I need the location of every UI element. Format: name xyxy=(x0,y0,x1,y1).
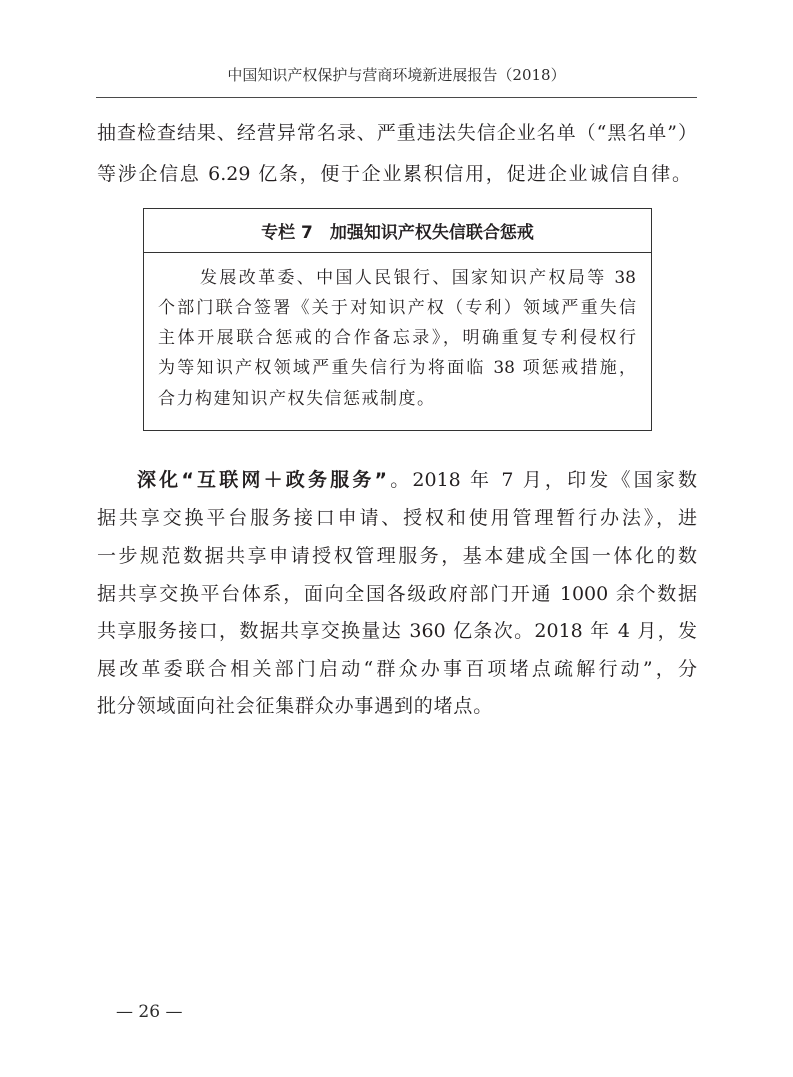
text-line: 批分领域面向社会征集群众办事遇到的堵点。 xyxy=(97,695,494,717)
text-line: 据共享交换平台体系，面向全国各级政府部门开通 1000 余个数据 xyxy=(97,583,697,605)
text-line: 展改革委联合相关部门启动“群众办事百项堵点疏解行动”，分 xyxy=(97,658,697,680)
header-rule xyxy=(96,97,697,98)
column-box-line: 为等知识产权领域严重失信行为将面临 38 项惩戒措施， xyxy=(158,358,636,378)
column-box-line: 发展改革委、中国人民银行、国家知识产权局等 38 xyxy=(200,268,636,288)
column-box-line: 合力构建知识产权失信惩戒制度。 xyxy=(158,389,436,409)
column-box-line: 主体开展联合惩戒的合作备忘录》，明确重复专利侵权行 xyxy=(158,328,636,348)
text-line: 等涉企信息 6.29 亿条，便于企业累积信用，促进企业诚信自律。 xyxy=(97,163,691,185)
text-line xyxy=(137,468,697,492)
text-run: 。2018 年 7 月，印发《国家数 xyxy=(387,469,698,491)
page-number: — 26 — xyxy=(116,1002,183,1022)
column-box-line: 个部门联合签署《关于对知识产权（专利）领域严重失信 xyxy=(158,298,636,318)
text-line: 抽查检查结果、经营异常名录、严重违法失信企业名单（“黑名单”） xyxy=(97,122,697,144)
text-line: 据共享交换平台服务接口申请、授权和使用管理暂行办法》，进 xyxy=(97,507,697,529)
paragraph-lead-heading: 深化“互联网＋政务服务” xyxy=(137,469,388,491)
text-line: 共享服务接口，数据共享交换量达 360 亿条次。2018 年 4 月，发 xyxy=(97,620,697,642)
running-header: 中国知识产权保护与营商环境新进展报告（2018） xyxy=(227,66,566,84)
column-box xyxy=(143,208,652,431)
text-line: 一步规范数据共享申请授权管理服务，基本建成全国一体化的数 xyxy=(97,545,697,567)
column-box-title: 专栏 7 加强知识产权失信联合惩戒 xyxy=(144,209,651,253)
